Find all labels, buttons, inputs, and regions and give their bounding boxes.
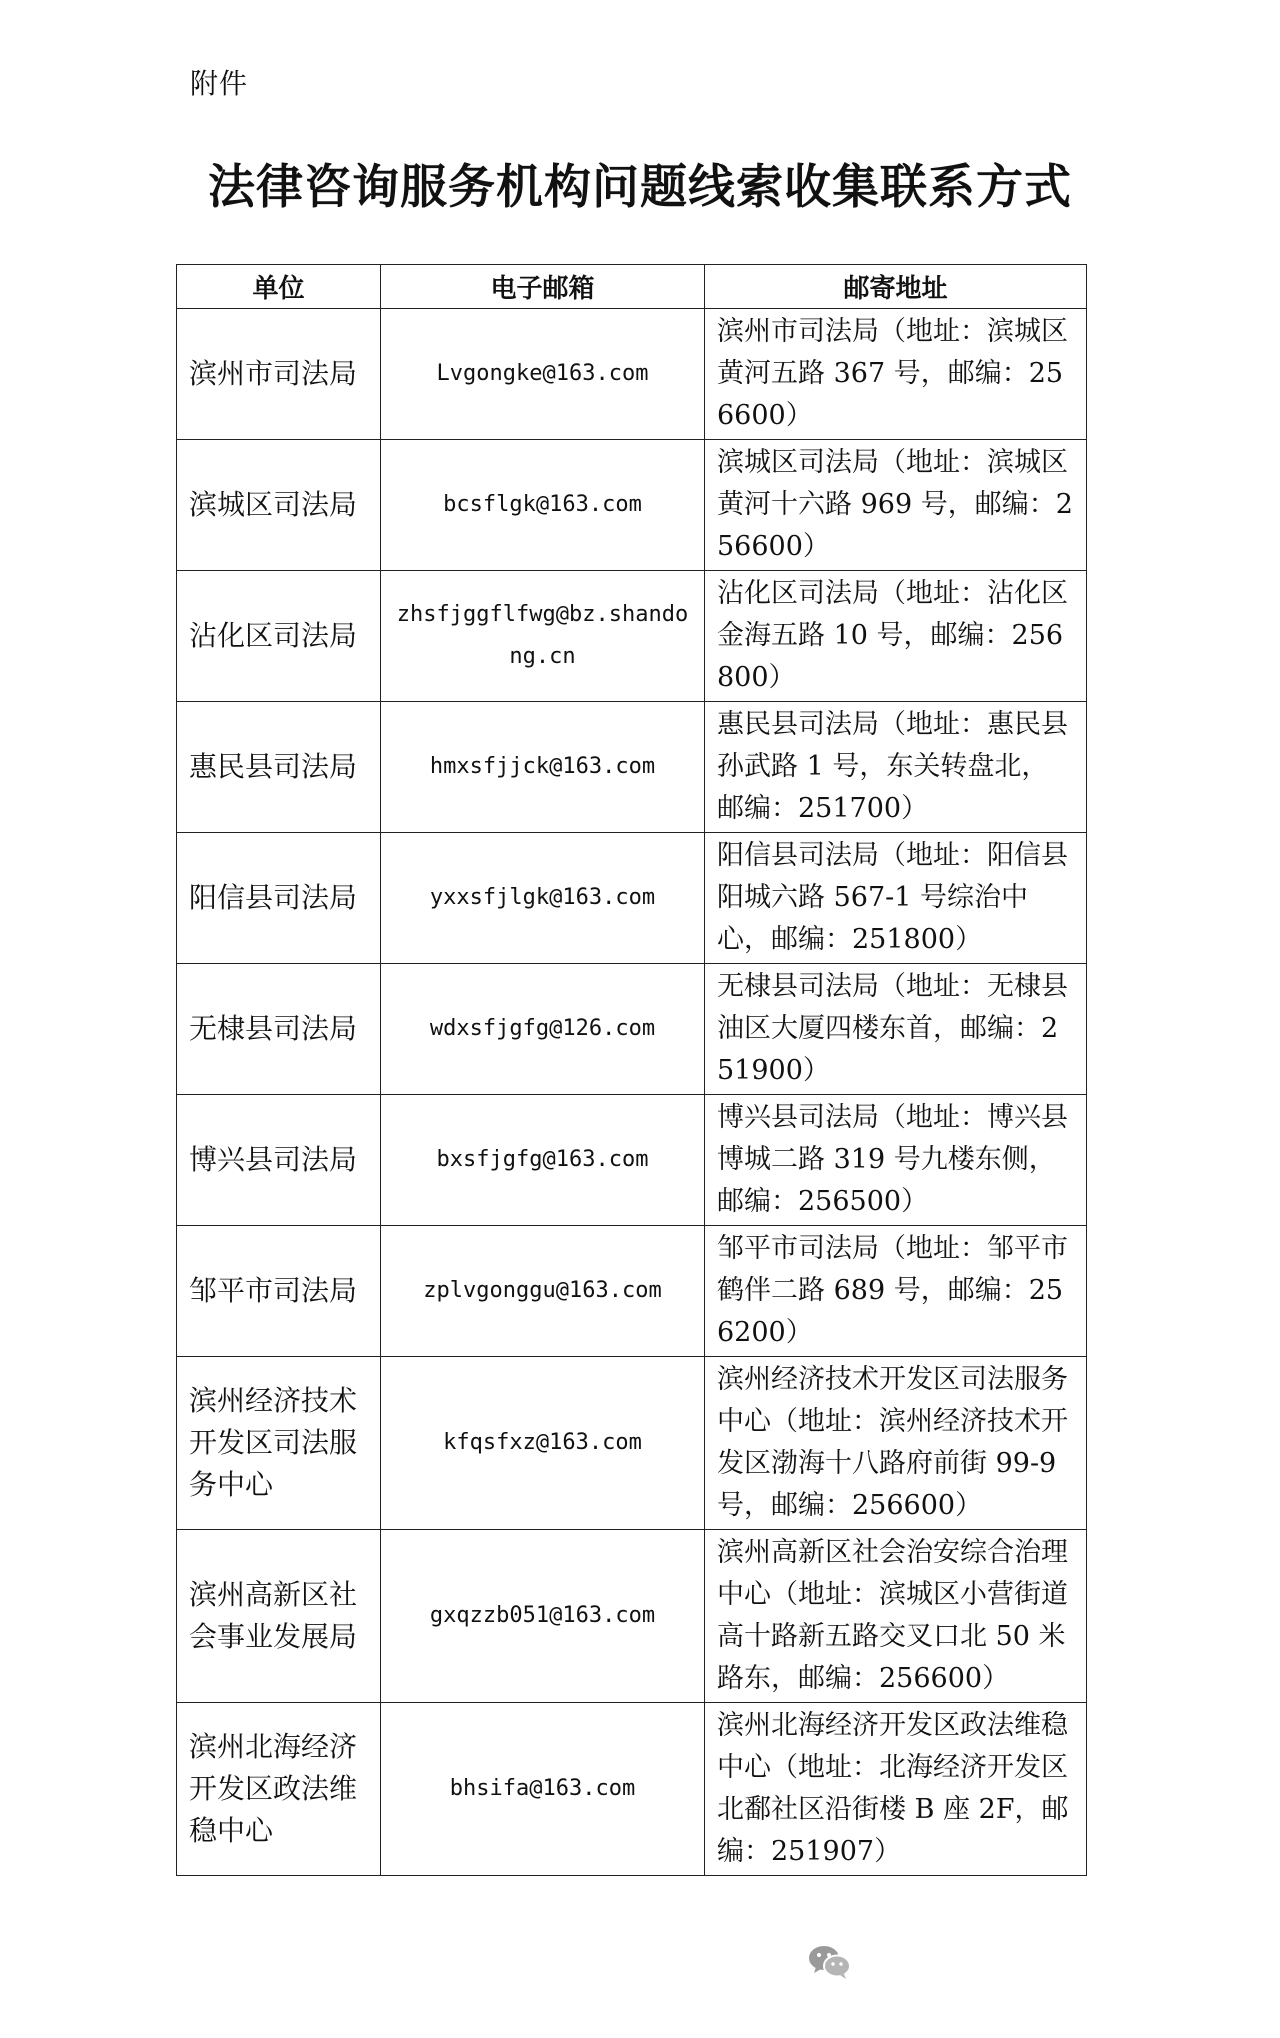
attachment-label: 附件 [190,67,249,100]
wechat-icon [808,1944,852,1980]
table-row [177,440,1087,571]
address-cell: 惠民县司法局（地址：惠民县孙武路 1 号，东关转盘北，邮编：251700） [705,702,1087,833]
document-title: 法律咨询服务机构问题线索收集联系方式 [208,160,1072,215]
column-header-email: 电子邮箱 [381,265,705,309]
unit-cell: 滨州高新区社会事业发展局 [177,1530,381,1703]
email-cell: gxqzzb051@163.com [381,1530,705,1703]
email-cell: bxsfjgfg@163.com [381,1095,705,1226]
email-cell: kfqsfxz@163.com [381,1357,705,1530]
table-row [177,1095,1087,1226]
table-row [177,833,1087,964]
table-row [177,1530,1087,1703]
table-row [177,1226,1087,1357]
email-cell: bcsflgk@163.com [381,440,705,571]
address-cell: 滨州市司法局（地址：滨城区黄河五路 367 号，邮编：256600） [705,309,1087,440]
address-cell: 滨州经济技术开发区司法服务中心（地址：滨州经济技术开发区渤海十八路府前街 99-9 号，邮编：256600） [705,1357,1087,1530]
contact-table [176,264,1087,1876]
email-cell: hmxsfjjck@163.com [381,702,705,833]
table-row [177,571,1087,702]
address-cell: 滨城区司法局（地址：滨城区黄河十六路 969 号，邮编：256600） [705,440,1087,571]
address-cell: 沾化区司法局（地址：沾化区金海五路 10 号，邮编：256800） [705,571,1087,702]
address-cell: 博兴县司法局（地址：博兴县博城二路 319 号九楼东侧，邮编：256500） [705,1095,1087,1226]
unit-cell: 沾化区司法局 [177,571,381,702]
unit-cell: 无棣县司法局 [177,964,381,1095]
address-cell: 滨州北海经济开发区政法维稳中心（地址：北海经济开发区北鄱社区沿街楼 B 座 2F，邮编：251907） [705,1703,1087,1876]
address-cell: 无棣县司法局（地址：无棣县油区大厦四楼东首，邮编：251900） [705,964,1087,1095]
unit-cell: 滨州市司法局 [177,309,381,440]
unit-cell: 邹平市司法局 [177,1226,381,1357]
address-cell: 滨州高新区社会治安综合治理中心（地址：滨城区小营街道高十路新五路交叉口北 50 米路东，邮编：256600） [705,1530,1087,1703]
email-cell: wdxsfjgfg@126.com [381,964,705,1095]
address-cell: 阳信县司法局（地址：阳信县阳城六路 567-1 号综治中心，邮编：251800） [705,833,1087,964]
table-row [177,1703,1087,1876]
email-cell: zplvgonggu@163.com [381,1226,705,1357]
table-header-row [177,265,1087,309]
unit-cell: 滨州北海经济开发区政法维稳中心 [177,1703,381,1876]
unit-cell: 滨州经济技术开发区司法服务中心 [177,1357,381,1530]
column-header-unit: 单位 [177,265,381,309]
table-row [177,964,1087,1095]
unit-cell: 惠民县司法局 [177,702,381,833]
email-cell: zhsfjggflfwg@bz.shandong.cn [381,571,705,702]
table-row [177,1357,1087,1530]
column-header-address: 邮寄地址 [705,265,1087,309]
address-cell: 邹平市司法局（地址：邹平市鹤伴二路 689 号，邮编：256200） [705,1226,1087,1357]
email-cell: yxxsfjlgk@163.com [381,833,705,964]
email-cell: Lvgongke@163.com [381,309,705,440]
unit-cell: 博兴县司法局 [177,1095,381,1226]
table-row [177,309,1087,440]
unit-cell: 阳信县司法局 [177,833,381,964]
table-row [177,702,1087,833]
unit-cell: 滨城区司法局 [177,440,381,571]
email-cell: bhsifa@163.com [381,1703,705,1876]
